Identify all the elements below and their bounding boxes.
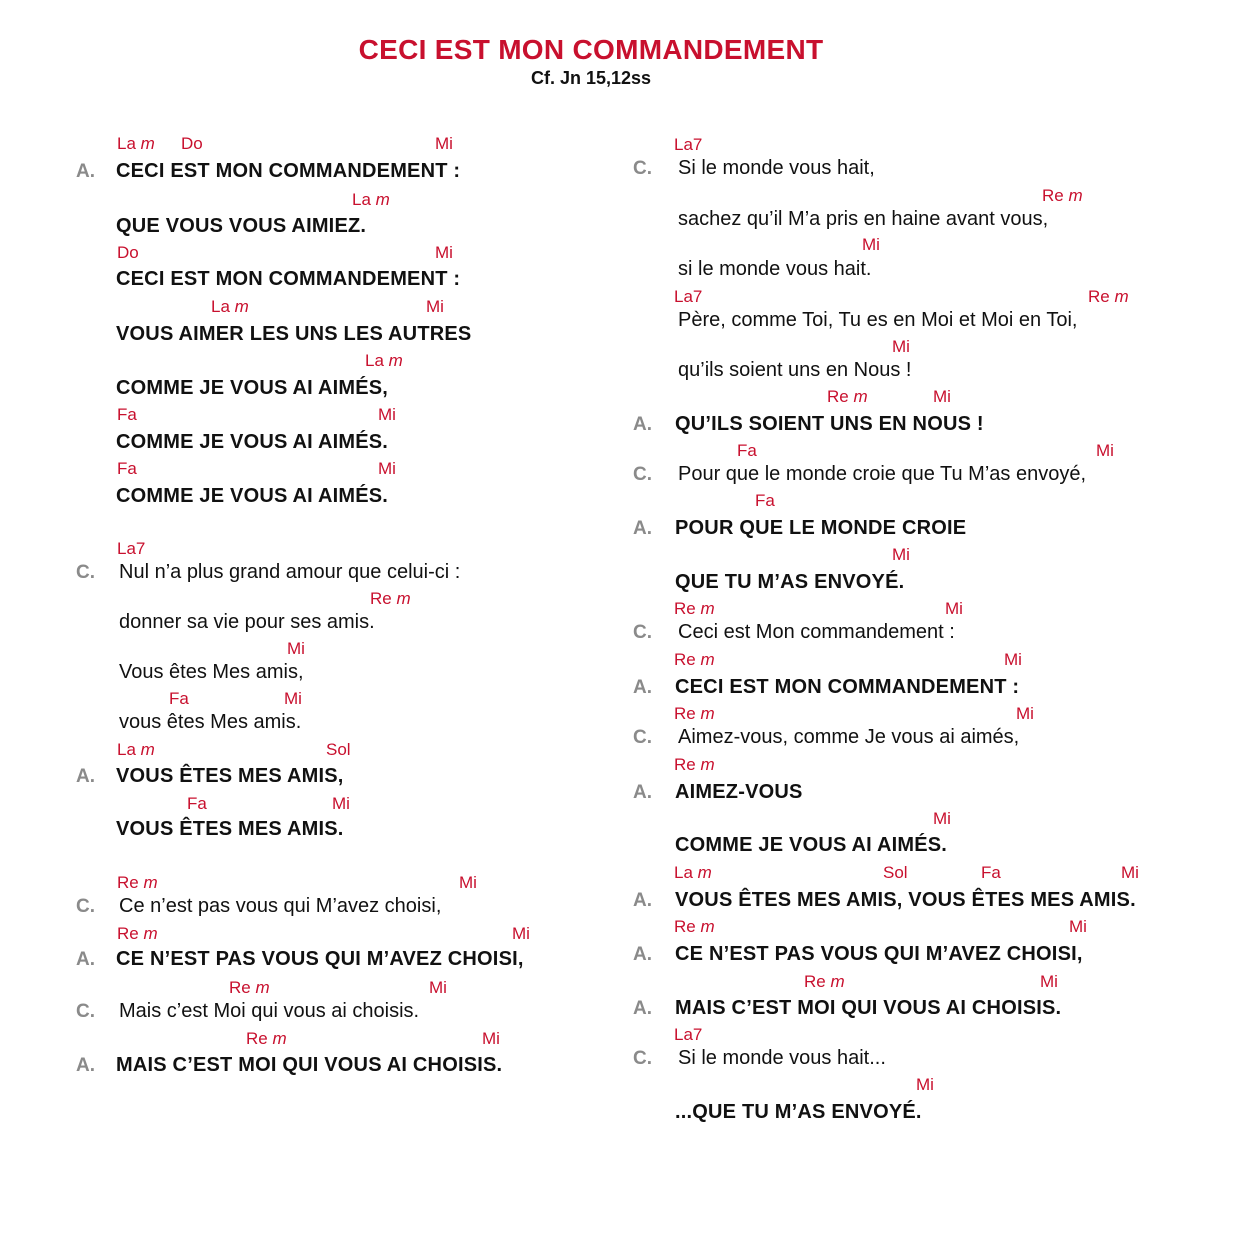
chord-name: Re xyxy=(1088,287,1110,306)
chord-name: La xyxy=(352,190,371,209)
lyric-line: MAIS C’EST MOI QUI VOUS AI CHOISIS. xyxy=(116,1054,503,1076)
chord xyxy=(117,243,139,263)
chord xyxy=(435,243,453,263)
chord xyxy=(435,134,453,154)
chord-name: Mi xyxy=(1121,863,1139,882)
lyric-line: COMME JE VOUS AI AIMÉS. xyxy=(116,431,389,453)
lyric-line: VOUS ÊTES MES AMIS, VOUS ÊTES MES AMIS. xyxy=(675,889,1136,911)
lyric-line: COMME JE VOUS AI AIMÉS, xyxy=(116,377,389,399)
lyric-line: VOUS AIMER LES UNS LES AUTRES xyxy=(116,323,472,345)
chord xyxy=(674,1025,702,1045)
lyric-line: sachez qu’il M’a pris en haine avant vous, xyxy=(678,208,1049,230)
chord-minor: m xyxy=(396,589,411,608)
chord xyxy=(429,978,447,998)
chord-name: Mi xyxy=(482,1029,500,1048)
lyric-line: si le monde vous hait. xyxy=(678,258,872,280)
chord xyxy=(862,235,880,255)
chord xyxy=(892,337,910,357)
chord-name: Fa xyxy=(981,863,1001,882)
voice-marker: C. xyxy=(633,158,652,179)
chord xyxy=(674,917,715,937)
chord-name: Re xyxy=(674,650,696,669)
chord xyxy=(117,539,145,559)
chord-name: Re xyxy=(827,387,849,406)
chord-name: Re xyxy=(674,917,696,936)
chord-minor: m xyxy=(700,650,715,669)
lyric-line: qu’ils soient uns en Nous ! xyxy=(678,359,912,381)
chord-name: Fa xyxy=(737,441,757,460)
lyric-line: VOUS ÊTES MES AMIS. xyxy=(116,818,344,840)
lyric-line: Si le monde vous hait, xyxy=(678,157,875,179)
chord-minor: m xyxy=(700,917,715,936)
chord xyxy=(332,794,350,814)
chord xyxy=(117,405,137,425)
chord-name: Re xyxy=(370,589,392,608)
voice-marker: A. xyxy=(633,677,652,698)
chord-name: Mi xyxy=(429,978,447,997)
chord-minor: m xyxy=(700,704,715,723)
chord-minor: m xyxy=(272,1029,287,1048)
lyric-line: Ce n’est pas vous qui M’avez choisi, xyxy=(119,895,442,917)
voice-marker: C. xyxy=(633,1048,652,1069)
chord xyxy=(482,1029,500,1049)
chord xyxy=(933,387,951,407)
chord-name: Mi xyxy=(459,873,477,892)
chord-name: Re xyxy=(246,1029,268,1048)
chord-minor: m xyxy=(1068,186,1083,205)
chord xyxy=(1004,650,1022,670)
chord xyxy=(352,190,390,210)
chord xyxy=(426,297,444,317)
chord-name: La7 xyxy=(674,1025,703,1044)
lyric-line: Si le monde vous hait... xyxy=(678,1047,886,1069)
chord xyxy=(117,740,155,760)
voice-marker: C. xyxy=(633,464,652,485)
chord xyxy=(246,1029,287,1049)
lyric-line: Aimez-vous, comme Je vous ai aimés, xyxy=(678,726,1020,748)
chord-name: Mi xyxy=(426,297,444,316)
chord-name: Fa xyxy=(169,689,189,708)
chord xyxy=(883,863,908,883)
chord xyxy=(1096,441,1114,461)
chord xyxy=(674,287,702,307)
chord-name: Re xyxy=(674,755,696,774)
chord-minor: m xyxy=(255,978,270,997)
chord-name: Re xyxy=(117,873,139,892)
voice-marker: A. xyxy=(633,998,652,1019)
chord-minor: m xyxy=(234,297,249,316)
chord-name: Mi xyxy=(933,387,951,406)
chord xyxy=(755,491,775,511)
chord xyxy=(370,589,411,609)
lyric-line: AIMEZ-VOUS xyxy=(675,781,803,803)
lyric-line: donner sa vie pour ses amis. xyxy=(119,611,375,633)
chord-name: Fa xyxy=(187,794,207,813)
chord xyxy=(211,297,249,317)
voice-marker: A. xyxy=(633,414,652,435)
chord-name: Mi xyxy=(1016,704,1034,723)
chord xyxy=(737,441,757,461)
chord xyxy=(1016,704,1034,724)
lyric-line: CECI EST MON COMMANDEMENT : xyxy=(116,268,461,290)
chord xyxy=(287,639,305,659)
chord xyxy=(326,740,351,760)
chord xyxy=(284,689,302,709)
lyric-line: QUE TU M’AS ENVOYÉ. xyxy=(675,571,905,593)
chord xyxy=(229,978,270,998)
chord-name: La7 xyxy=(117,539,146,558)
lyric-line: CECI EST MON COMMANDEMENT : xyxy=(675,676,1020,698)
chord xyxy=(1040,972,1058,992)
chord xyxy=(981,863,1001,883)
chord xyxy=(945,599,963,619)
chord-minor: m xyxy=(697,863,712,882)
chord-name: Mi xyxy=(435,134,453,153)
chord-name: Mi xyxy=(378,405,396,424)
voice-marker: A. xyxy=(76,949,95,970)
chord xyxy=(674,863,712,883)
chord xyxy=(187,794,207,814)
voice-marker: A. xyxy=(76,1055,95,1076)
chord-name: Re xyxy=(674,704,696,723)
chord-name: Mi xyxy=(1040,972,1058,991)
chord-name: La7 xyxy=(674,135,703,154)
lyric-line: VOUS ÊTES MES AMIS, xyxy=(116,765,344,787)
lyric-line: Nul n’a plus grand amour que celui-ci : xyxy=(119,561,461,583)
chord-name: La7 xyxy=(674,287,703,306)
voice-marker: C. xyxy=(76,1001,95,1022)
chord-name: Fa xyxy=(117,405,137,424)
lyric-line: CE N’EST PAS VOUS QUI M’AVEZ CHOISI, xyxy=(675,943,1083,965)
chord-name: Mi xyxy=(287,639,305,658)
chord xyxy=(181,134,203,154)
voice-marker: C. xyxy=(76,896,95,917)
lyric-line: Vous êtes Mes amis, xyxy=(119,661,304,683)
voice-marker: A. xyxy=(633,782,652,803)
chord-name: Re xyxy=(804,972,826,991)
chord xyxy=(916,1075,934,1095)
chord xyxy=(378,459,396,479)
chord-name: Re xyxy=(1042,186,1064,205)
chord-name: Do xyxy=(181,134,203,153)
voice-marker: C. xyxy=(633,727,652,748)
lyric-line: Père, comme Toi, Tu es en Moi et Moi en Toi, xyxy=(678,309,1078,331)
chord xyxy=(892,545,910,565)
chord-name: Mi xyxy=(1004,650,1022,669)
chord-name: Mi xyxy=(945,599,963,618)
chord-minor: m xyxy=(140,740,155,759)
chord-name: Sol xyxy=(883,863,908,882)
lyric-line: QUE VOUS VOUS AIMIEZ. xyxy=(116,215,367,237)
chord-name: La xyxy=(117,134,136,153)
chord xyxy=(933,809,951,829)
chord xyxy=(674,599,715,619)
chord-minor: m xyxy=(140,134,155,153)
voice-marker: A. xyxy=(76,766,95,787)
chord-minor: m xyxy=(700,599,715,618)
lyric-line: COMME JE VOUS AI AIMÉS. xyxy=(116,485,389,507)
chord-name: Re xyxy=(117,924,139,943)
voice-marker: C. xyxy=(76,562,95,583)
lyric-line: vous êtes Mes amis. xyxy=(119,711,302,733)
chord xyxy=(512,924,530,944)
chord-name: La xyxy=(211,297,230,316)
chord-minor: m xyxy=(375,190,390,209)
scripture-reference: Cf. Jn 15,12ss xyxy=(530,68,652,88)
chord-name: Mi xyxy=(435,243,453,262)
chord xyxy=(117,459,137,479)
chord xyxy=(674,704,715,724)
chord-name: La xyxy=(117,740,136,759)
lyric-line: Ceci est Mon commandement : xyxy=(678,621,955,643)
chord-name: Mi xyxy=(892,337,910,356)
lyric-line: MAIS C’EST MOI QUI VOUS AI CHOISIS. xyxy=(675,997,1062,1019)
chord-name: Sol xyxy=(326,740,351,759)
chord xyxy=(459,873,477,893)
voice-marker: C. xyxy=(633,622,652,643)
chord xyxy=(1088,287,1129,307)
chord xyxy=(1121,863,1139,883)
chord-name: Mi xyxy=(378,459,396,478)
voice-marker: A. xyxy=(633,890,652,911)
chord-name: Mi xyxy=(1096,441,1114,460)
chord xyxy=(827,387,868,407)
chord-minor: m xyxy=(143,924,158,943)
chord-minor: m xyxy=(388,351,403,370)
chord xyxy=(365,351,403,371)
chord-name: La xyxy=(674,863,693,882)
chord xyxy=(674,650,715,670)
chord-name: La xyxy=(365,351,384,370)
chord-minor: m xyxy=(143,873,158,892)
chord-name: Mi xyxy=(284,689,302,708)
chord-name: Mi xyxy=(332,794,350,813)
lyric-line: CECI EST MON COMMANDEMENT : xyxy=(116,160,461,182)
chord xyxy=(117,924,158,944)
voice-marker: A. xyxy=(633,518,652,539)
chord-minor: m xyxy=(830,972,845,991)
chord-minor: m xyxy=(1114,287,1129,306)
chord xyxy=(674,755,715,775)
chord-name: Mi xyxy=(916,1075,934,1094)
chord xyxy=(378,405,396,425)
chord-name: Mi xyxy=(862,235,880,254)
chord-name: Do xyxy=(117,243,139,262)
chord xyxy=(674,135,702,155)
lyric-line: COMME JE VOUS AI AIMÉS. xyxy=(675,834,948,856)
chord-name: Mi xyxy=(1069,917,1087,936)
chord-name: Mi xyxy=(512,924,530,943)
chord-minor: m xyxy=(853,387,868,406)
chord-name: Mi xyxy=(892,545,910,564)
chord xyxy=(117,134,155,154)
lyric-line: POUR QUE LE MONDE CROIE xyxy=(675,517,967,539)
chord xyxy=(1069,917,1087,937)
chord-name: Re xyxy=(674,599,696,618)
chord-name: Mi xyxy=(933,809,951,828)
lyric-line: CE N’EST PAS VOUS QUI M’AVEZ CHOISI, xyxy=(116,948,524,970)
lyric-line: QU’ILS SOIENT UNS EN NOUS ! xyxy=(675,413,984,435)
chord-minor: m xyxy=(700,755,715,774)
song-title: CECI EST MON COMMANDEMENT xyxy=(358,34,824,65)
chord xyxy=(169,689,189,709)
voice-marker: A. xyxy=(633,944,652,965)
lyric-line: Mais c’est Moi qui vous ai choisis. xyxy=(119,1000,420,1022)
chord-name: Re xyxy=(229,978,251,997)
chord xyxy=(1042,186,1083,206)
chord xyxy=(117,873,158,893)
chord-name: Fa xyxy=(755,491,775,510)
lyric-line: ...QUE TU M’AS ENVOYÉ. xyxy=(675,1101,922,1123)
voice-marker: A. xyxy=(76,161,95,182)
lyric-line: Pour que le monde croie que Tu M’as envoyé, xyxy=(678,463,1087,485)
chord xyxy=(804,972,845,992)
chord-name: Fa xyxy=(117,459,137,478)
